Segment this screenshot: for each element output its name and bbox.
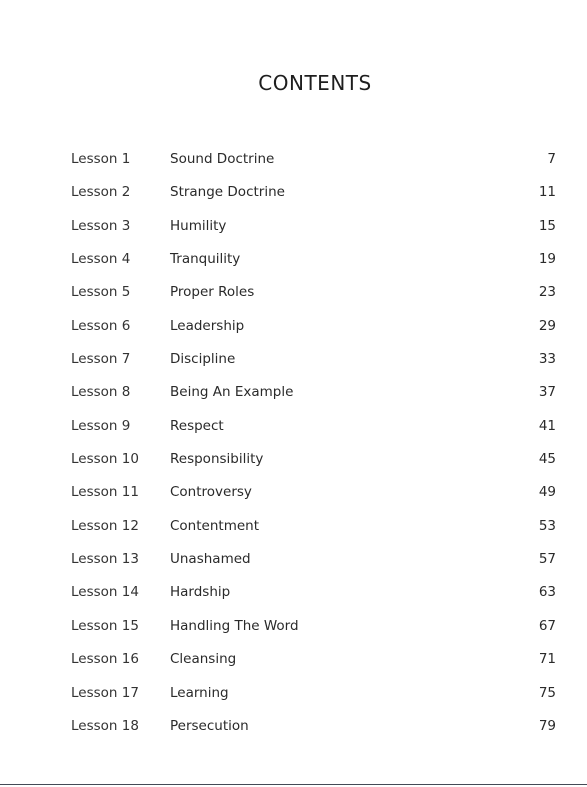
toc-entry — [71, 347, 556, 380]
toc-page-number: 15 — [538, 217, 556, 234]
toc-page-number: 7 — [547, 151, 556, 167]
toc-lesson-number: Lesson 4 — [71, 251, 131, 268]
toc-lesson-title: Controversy — [170, 484, 252, 501]
toc-entry — [71, 614, 556, 647]
toc-entry — [71, 681, 556, 714]
toc-entry — [71, 247, 556, 280]
toc-page-number: 33 — [538, 351, 556, 368]
toc-lesson-number: Lesson 14 — [71, 584, 139, 601]
toc-lesson-title: Cleansing — [170, 651, 237, 668]
toc-lesson-number: Lesson 15 — [71, 617, 139, 634]
toc-lesson-title: Discipline — [170, 351, 236, 368]
toc-lesson-number: Lesson 16 — [71, 651, 139, 668]
toc-lesson-number: Lesson 9 — [71, 417, 131, 434]
toc-lesson-number: Lesson 12 — [71, 517, 139, 534]
toc-lesson-title: Sound Doctrine — [170, 151, 275, 167]
toc-lesson-number: Lesson 6 — [71, 317, 131, 334]
toc-lesson-number: Lesson 11 — [71, 484, 139, 501]
toc-lesson-number: Lesson 3 — [71, 217, 131, 234]
toc-lesson-title: Responsibility — [170, 451, 264, 468]
toc-entry — [71, 514, 556, 547]
toc-entry — [71, 147, 556, 180]
toc-page-number: 79 — [538, 717, 556, 734]
toc-lesson-title: Contentment — [170, 517, 259, 534]
toc-lesson-number: Lesson 13 — [71, 551, 139, 568]
bottom-divider — [0, 784, 587, 785]
toc-page-number: 53 — [538, 517, 556, 534]
toc-lesson-title: Respect — [170, 417, 224, 434]
toc-page-number: 37 — [538, 384, 556, 401]
toc-entry — [71, 547, 556, 580]
toc-lesson-title: Persecution — [170, 717, 249, 734]
toc-page-number: 57 — [538, 551, 556, 568]
toc-lesson-title: Learning — [170, 684, 229, 701]
toc-entry — [71, 214, 556, 247]
toc-page-number: 49 — [538, 484, 556, 501]
toc-entry — [71, 380, 556, 413]
toc-lesson-number: Lesson 1 — [71, 151, 131, 167]
toc-page-number: 23 — [538, 284, 556, 301]
toc-lesson-title: Tranquility — [170, 251, 241, 268]
table-of-contents — [71, 147, 556, 747]
toc-lesson-number: Lesson 10 — [71, 451, 139, 468]
toc-page-number: 41 — [538, 417, 556, 434]
toc-lesson-title: Being An Example — [170, 384, 294, 401]
toc-lesson-title: Hardship — [170, 584, 231, 601]
toc-page-number: 63 — [538, 584, 556, 601]
toc-lesson-title: Humility — [170, 217, 227, 234]
toc-entry — [71, 480, 556, 513]
toc-lesson-number: Lesson 8 — [71, 384, 131, 401]
toc-page-number: 11 — [538, 184, 556, 201]
toc-page-number: 19 — [538, 251, 556, 268]
toc-page-number: 45 — [538, 451, 556, 468]
toc-lesson-number: Lesson 17 — [71, 684, 139, 701]
toc-page-number: 75 — [538, 684, 556, 701]
toc-lesson-title: Proper Roles — [170, 284, 255, 301]
page-title: CONTENTS — [258, 71, 372, 95]
toc-entry — [71, 280, 556, 313]
toc-entry — [71, 714, 556, 747]
toc-lesson-number: Lesson 18 — [71, 717, 139, 734]
toc-entry — [71, 580, 556, 613]
toc-page-number: 71 — [538, 651, 556, 668]
toc-lesson-number: Lesson 2 — [71, 184, 131, 201]
toc-lesson-title: Leadership — [170, 317, 245, 334]
toc-lesson-title: Handling The Word — [170, 617, 299, 634]
toc-lesson-number: Lesson 5 — [71, 284, 131, 301]
toc-entry — [71, 447, 556, 480]
toc-entry — [71, 647, 556, 680]
toc-lesson-title: Strange Doctrine — [170, 184, 285, 201]
toc-lesson-title: Unashamed — [170, 551, 251, 568]
toc-entry — [71, 180, 556, 213]
toc-page-number: 29 — [538, 317, 556, 334]
toc-lesson-number: Lesson 7 — [71, 351, 131, 368]
toc-page-number: 67 — [538, 617, 556, 634]
toc-entry — [71, 414, 556, 447]
toc-entry — [71, 314, 556, 347]
